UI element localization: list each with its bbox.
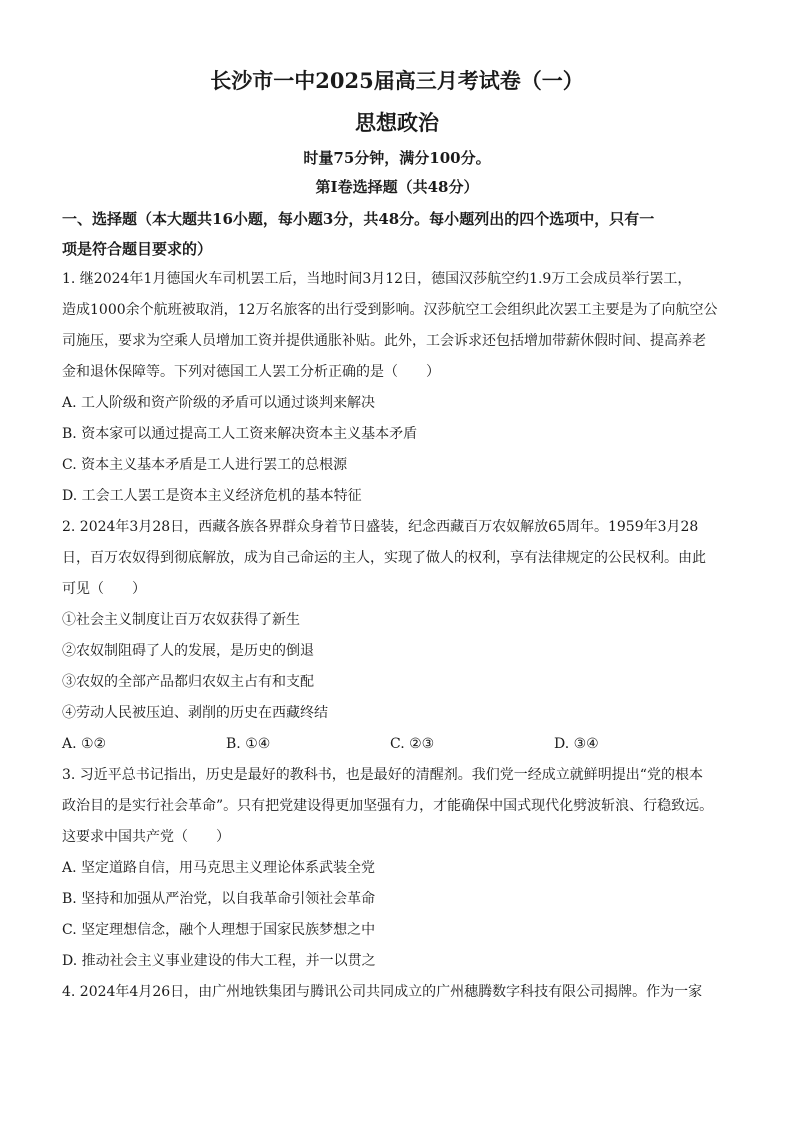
question-1-line: 1. 继2024年1月德国火车司机罢工后，当地时间3月12日，德国汉莎航空约1.9万工会成员举行罢工，	[62, 271, 692, 287]
question-2-statement-2: ②农奴制阻碍了人的发展，是历史的倒退	[62, 643, 314, 659]
question-1-option-c: C. 资本主义基本矛盾是工人进行罢工的总根源	[62, 457, 348, 473]
question-1-option-a: A. 工人阶级和资产阶级的矛盾可以通过谈判来解决	[62, 395, 376, 411]
question-2-option-c: C. ②③	[390, 736, 435, 752]
time-info: 时量75分钟，满分100分。	[303, 149, 491, 167]
question-2-option-d: D. ③④	[554, 736, 599, 752]
question-2-statement-3: ③农奴的全部产品都归农奴主占有和支配	[62, 674, 314, 690]
question-2-line: 日，百万农奴得到彻底解放，成为自己命运的主人，实现了做人的权利，享有法律规定的公民权利。由此	[62, 550, 706, 566]
question-2-options	[62, 729, 732, 760]
question-2-statement-4: ④劳动人民被压迫、剥削的历史在西藏终结	[62, 705, 328, 721]
question-3-line: 3. 习近平总书记指出，历史是最好的教科书，也是最好的清醒剂。我们党一经成立就鲜明提出“党的根本	[62, 767, 703, 783]
question-1-line: 司施压，要求为空乘人员增加工资并提供通胀补贴。此外，工会诉求还包括增加带薪休假时间、提高养老	[62, 333, 706, 349]
question-3-line: 政治目的是实行社会革命”。只有把党建设得更加坚强有力，才能确保中国式现代化劈波斩浪、行稳致远。	[62, 798, 714, 814]
question-4-line: 4. 2024年4月26日，由广州地铁集团与腾讯公司共同成立的广州穗腾数字科技有限公司揭牌。作为一家	[62, 984, 703, 1000]
section-heading-line2: 项是符合题目要求的）	[62, 240, 213, 258]
question-1	[62, 264, 732, 512]
question-1-line: 金和退休保障等。下列对德国工人罢工分析正确的是（ ）	[62, 364, 440, 380]
question-2-option-a: A. ①②	[62, 736, 107, 752]
question-3-option-b: B. 坚持和加强从严治党，以自我革命引领社会革命	[62, 891, 376, 907]
question-2-statement-1: ①社会主义制度让百万农奴获得了新生	[62, 612, 300, 628]
question-3-option-a: A. 坚定道路自信，用马克思主义理论体系武装全党	[62, 860, 376, 876]
question-4	[62, 977, 732, 1008]
subject-title: 思想政治	[355, 110, 439, 135]
question-2	[62, 512, 732, 760]
question-2-option-b: B. ①④	[226, 736, 271, 752]
question-1-option-b: B. 资本家可以通过提高工人工资来解决资本主义基本矛盾	[62, 426, 418, 442]
exam-title: 长沙市一中2025届高三月考试卷（一）	[210, 68, 584, 93]
question-3-option-c: C. 坚定理想信念，融个人理想于国家民族梦想之中	[62, 922, 376, 938]
question-1-line: 造成1000余个航班被取消，12万名旅客的出行受到影响。汉莎航空工会组织此次罢工主要是为了向航空公	[62, 302, 718, 318]
question-3-option-d: D. 推动社会主义事业建设的伟大工程，并一以贯之	[62, 953, 376, 969]
part-heading: 第Ⅰ卷选择题（共48分）	[315, 178, 479, 196]
question-3-line: 这要求中国共产党（ ）	[62, 829, 230, 845]
question-2-line: 可见（ ）	[62, 581, 146, 597]
section-heading-line1: 一、选择题（本大题共16小题，每小题3分，共48分。每小题列出的四个选项中，只有一	[62, 210, 655, 228]
question-1-option-d: D. 工会工人罢工是资本主义经济危机的基本特征	[62, 488, 362, 504]
question-3	[62, 760, 732, 977]
question-2-line: 2. 2024年3月28日，西藏各族各界群众身着节日盛装，纪念西藏百万农奴解放65周年。1959年3月28	[62, 519, 699, 535]
